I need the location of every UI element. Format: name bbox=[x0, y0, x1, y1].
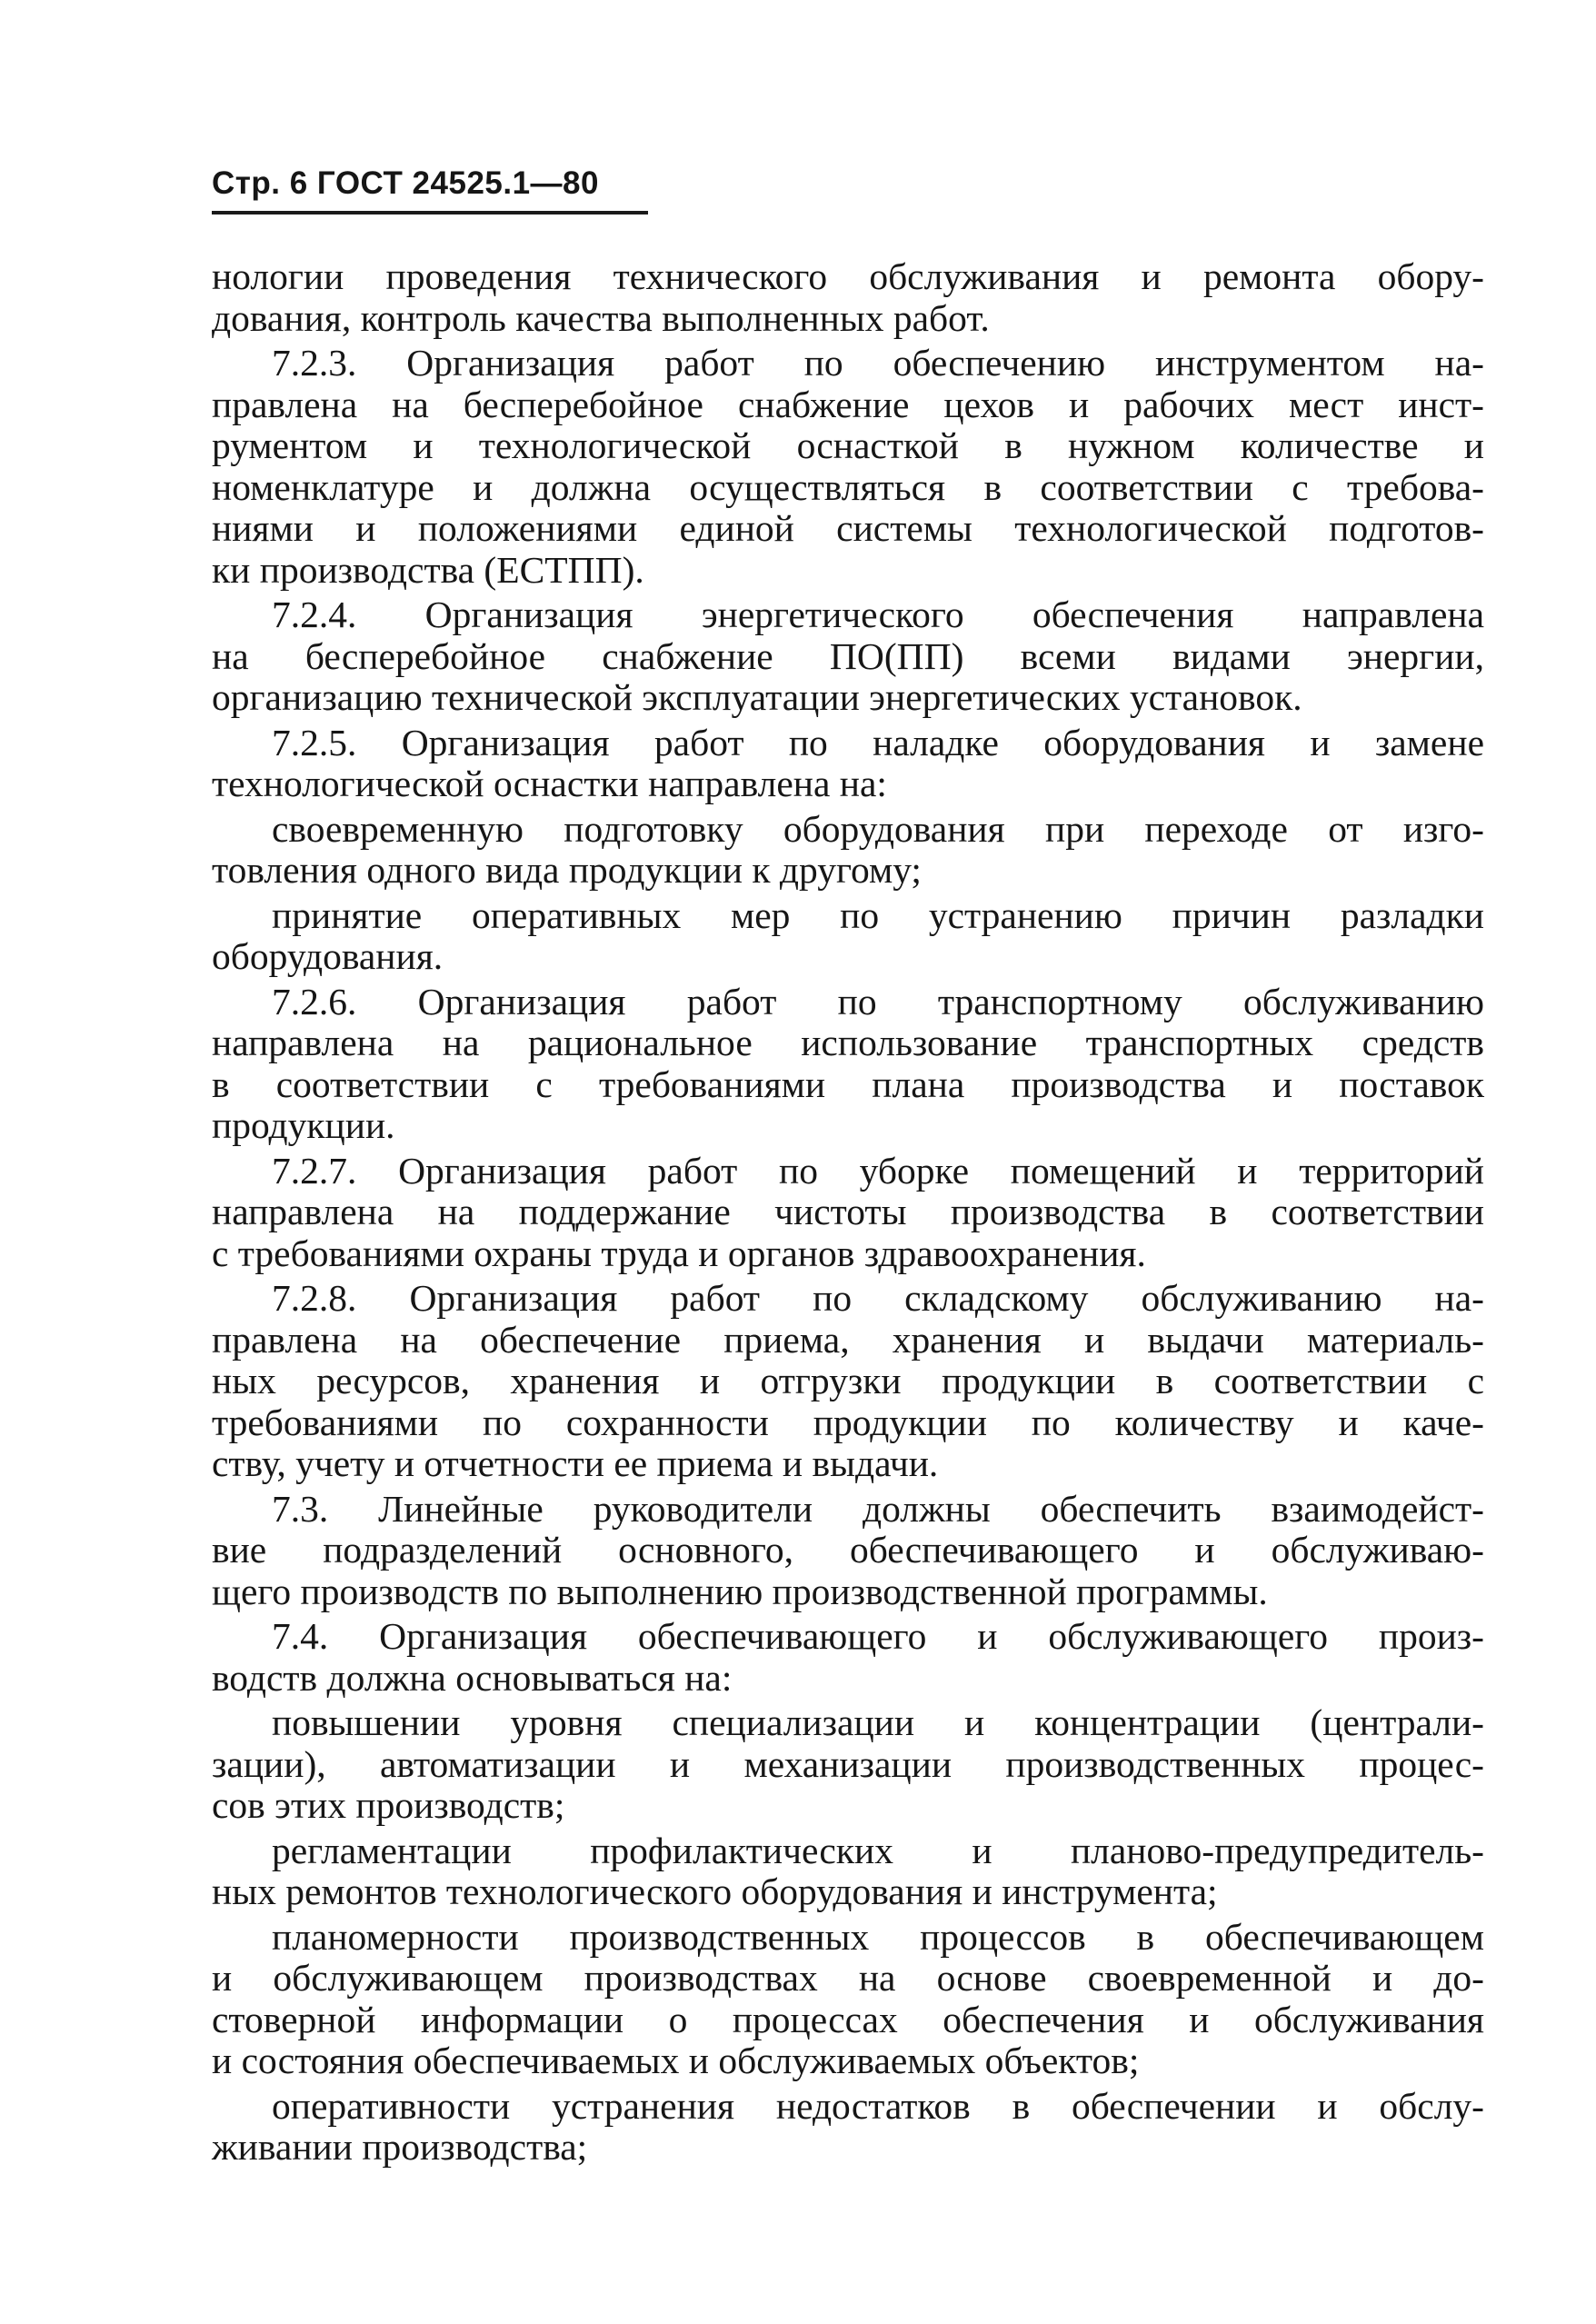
paragraph bbox=[212, 723, 1484, 805]
text-line: планомерности производственных процессов в обеспечивающем bbox=[272, 1915, 1484, 1958]
text-line: ниями и положениями единой системы технологической подготов- bbox=[212, 507, 1484, 549]
text-line: водств должна основываться на: bbox=[212, 1656, 733, 1699]
text-line: организацию технической эксплуатации энергетических установок. bbox=[212, 676, 1302, 718]
paragraph bbox=[212, 1151, 1484, 1275]
header-rule bbox=[212, 211, 648, 214]
paragraph bbox=[212, 1917, 1484, 2082]
text-line: ных ресурсов, хранения и отгрузки продукции в соответствии с bbox=[212, 1360, 1484, 1401]
paragraph bbox=[212, 1616, 1484, 1699]
text-line: вие подразделений основного, обеспечивающего и обслуживаю- bbox=[212, 1529, 1484, 1571]
text-line: нологии проведения технического обслуживания и ремонта обору- bbox=[212, 255, 1484, 297]
text-line: щего производств по выполнению производственной программы. bbox=[212, 1570, 1268, 1612]
text-line: оборудования. bbox=[212, 935, 444, 977]
text-line: правлена на обеспечение приема, хранения и выдачи материаль- bbox=[212, 1318, 1484, 1361]
paragraph bbox=[212, 982, 1484, 1147]
text-line: сов этих производств; bbox=[212, 1784, 565, 1826]
text-line: 7.3. Линейные руководители должны обеспечить взаимодейст- bbox=[272, 1487, 1484, 1530]
text-line: и обслуживающем производствах на основе своевременной и до- bbox=[212, 1957, 1484, 1999]
paragraph bbox=[212, 1702, 1484, 1827]
paragraph bbox=[212, 256, 1484, 339]
text-line: ки производства (ЕСТПП). bbox=[212, 548, 644, 591]
text-line: ных ремонтов технологического оборудования и инструмента; bbox=[212, 1870, 1218, 1912]
text-line: на бесперебойное снабжение ПО(ПП) всеми видами энергии, bbox=[212, 634, 1484, 677]
page-header bbox=[212, 164, 648, 214]
paragraph bbox=[212, 1489, 1484, 1613]
text-line: требованиями по сохранности продукции по количеству и каче- bbox=[212, 1401, 1484, 1443]
text-line: направлена на поддержание чистоты производства в соответствии bbox=[212, 1191, 1484, 1232]
text-line: зации), автоматизации и механизации производственных процес- bbox=[212, 1742, 1484, 1785]
text-line: 7.2.8. Организация работ по складскому обслуживанию на- bbox=[272, 1277, 1484, 1319]
paragraph bbox=[212, 1278, 1484, 1485]
text-line: технологической оснастки направлена на: bbox=[212, 763, 887, 804]
paragraph bbox=[212, 594, 1484, 719]
text-line: 7.2.6. Организация работ по транспортному обслуживанию bbox=[272, 980, 1484, 1022]
text-line: продукции. bbox=[212, 1104, 395, 1146]
paragraph bbox=[212, 343, 1484, 591]
text-line: и состояния обеспечиваемых и обслуживаемых объектов; bbox=[212, 2040, 1140, 2081]
text-line: ству, учету и отчетности ее приема и выдачи. bbox=[212, 1442, 939, 1484]
text-line: живании производства; bbox=[212, 2126, 588, 2168]
paragraph bbox=[212, 2086, 1484, 2169]
paragraph bbox=[212, 895, 1484, 978]
text-line: дования, контроль качества выполненных работ. bbox=[212, 296, 990, 339]
text-line: с требованиями охраны труда и органов здравоохранения. bbox=[212, 1232, 1146, 1274]
text-line: 7.4. Организация обеспечивающего и обслуживающего произ- bbox=[272, 1615, 1484, 1657]
document-body bbox=[212, 256, 1484, 2169]
paragraph bbox=[212, 809, 1484, 892]
text-line: 7.2.3. Организация работ по обеспечению инструментом на- bbox=[272, 342, 1484, 384]
text-line: принятие оперативных мер по устранению причин разладки bbox=[272, 893, 1484, 936]
text-line: 7.2.7. Организация работ по уборке помещений и территорий bbox=[272, 1149, 1484, 1192]
text-line: в соответствии с требованиями плана производства и поставок bbox=[212, 1062, 1484, 1105]
text-line: правлена на бесперебойное снабжение цехов и рабочих мест инст- bbox=[212, 383, 1484, 425]
text-line: регламентации профилактических и планово-предупредитель- bbox=[272, 1829, 1484, 1871]
text-line: 7.2.5. Организация работ по наладке оборудования и замене bbox=[272, 721, 1484, 763]
text-line: своевременную подготовку оборудования при переходе от изго- bbox=[272, 807, 1484, 850]
text-line: стоверной информации о процессах обеспечения и обслуживания bbox=[212, 1998, 1484, 2040]
text-line: оперативности устранения недостатков в обеспечении и обслу- bbox=[272, 2084, 1484, 2127]
text-line: рументом и технологической оснасткой в нужном количестве и bbox=[212, 424, 1484, 466]
text-line: номенклатуре и должна осуществляться в соответствии с требова- bbox=[212, 465, 1484, 508]
text-line: направлена на рациональное использование транспортных средств bbox=[212, 1022, 1484, 1063]
paragraph bbox=[212, 1830, 1484, 1913]
page-header-text: Стр. 6 ГОСТ 24525.1—80 bbox=[212, 165, 599, 201]
text-line: 7.2.4. Организация энергетического обеспечения направлена bbox=[272, 593, 1484, 635]
text-line: повышении уровня специализации и концентрации (централи- bbox=[272, 1701, 1484, 1743]
text-line: товления одного вида продукции к другому; bbox=[212, 849, 922, 891]
